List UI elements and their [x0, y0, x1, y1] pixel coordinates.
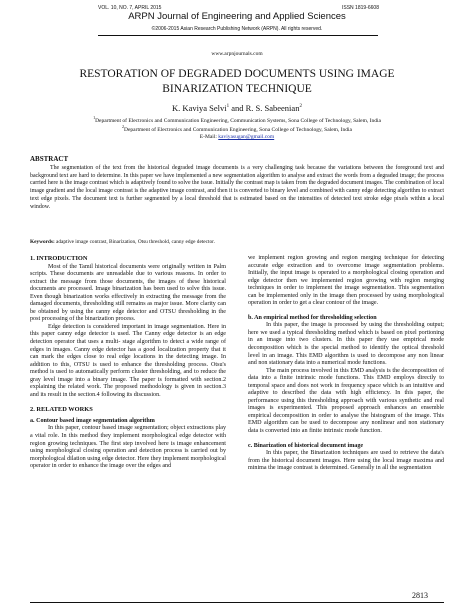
subsection-b-paragraph-1: In this paper, the image is processed by using the thresholding output; here we used a typical thresholding method which is based on pixel portioning in an image into two clusters. In this paper they use empirical mode decomposition which is the special method to identify the optical threshold level in an image. This EMD algorithm is used to decompose any non linear and non stationary data into a numerical mode functions.: [248, 322, 444, 367]
introduction-heading: 1. INTRODUCTION: [30, 255, 88, 262]
affiliation-1: [40, 115, 434, 124]
affiliation-2-text: Department of Electronics and Communication Engineering, Sona College of Technology, Salem, India: [124, 127, 352, 134]
paper-title-line-2: BINARIZATION TECHNIQUE: [162, 82, 312, 95]
keywords-text: adaptive image contrast, Binarization, Otsu threshold, canny edge detector.: [54, 239, 215, 245]
abstract-heading: ABSTRACT: [30, 155, 69, 163]
author-list: [0, 103, 474, 113]
left-column: [30, 255, 226, 471]
page-number: 2813: [412, 591, 428, 600]
introduction-paragraph-2: Edge detection is considered important in image segmentation. Here in this paper canny edge detector is used. The Canny edge detector is an edge detection operator that uses a multi- stage algorithm to detect a wide range of edges in images. Canny edge detector has a good localization property that it can mark the edges close to real edge locations in the detecting image. In addition to this, OTSU is used to enhance the thresholding process. Otsu's method is used to automatically perform cluster thresholding, and to reduce the gray level image into a binary image. The paper is formatted with section.2 explaining the related work. The proposed methodology is given in section.3 and its result in the section.4 following its discussion.: [30, 323, 226, 398]
affiliations: [40, 115, 434, 140]
footer-divider: [30, 602, 444, 603]
author-2: and R. S. Sabeenian: [229, 103, 300, 113]
subsection-a-continued: we implement region growing and region merging technique for detecting accurate edge extraction and to overcome image segmentation problems. Initially, the input image is operated to a morphological closing operation and edge detector then we implemented region growing with region merging techniques in order to implement the image segmentation. This segmentation can be implemented only in the image then processed by using morphological operation in order to get a clear contour of the image.: [248, 255, 444, 307]
affiliation-1-sup: 1: [93, 115, 96, 120]
journal-name: [0, 11, 474, 22]
email-label: E-Mail:: [199, 133, 219, 140]
author-1: K. Kaviya Selvi: [172, 103, 227, 113]
keywords: [30, 239, 444, 245]
subsection-a-heading: a. Contour based image segmentation algorithm: [30, 417, 155, 424]
journal-prefix: ARPN: [128, 11, 158, 22]
journal-title: Journal of Engineering and Applied Sciences: [157, 11, 346, 22]
subsection-b-paragraph-2: The main process involved in this EMD analysis is the decomposition of data into a finite intrinsic mode functions. This EMD employs directly to temporal space and does not work in frequency space which is an intuitive and adaptive to described the data with high efficiency. In this paper, the performance using this thresholding approach with various synthetic and real images is experimented. This proposed approach enhances an ensemble empirical decomposition in order to analyse the histogram of the image. This EMD algorithm can be used to decompose any nonlinear and non stationary data is converted into an finite intrinsic mode function.: [248, 367, 444, 435]
affiliation-1-text: Department of Electronics and Communication Engineering, Communication Systems, Sona College of Technology, Salem, India: [95, 117, 381, 124]
author-2-sup: 2: [299, 104, 302, 110]
paper-title-line-1: RESTORATION OF DEGRADED DOCUMENTS USING IMAGE: [79, 68, 395, 80]
subsection-c-paragraph: In this paper, the Binarization techniques are used to retrieve the data's from the historical document images. Here using the local image maxima and minima the image contrast is determined. Generally in all the segmentation: [248, 450, 444, 472]
journal-url: www.arpnjournals.com: [211, 51, 263, 57]
paper-title: [40, 67, 434, 96]
affiliation-2: [40, 124, 434, 133]
author-1-sup: 1: [226, 104, 230, 110]
keywords-label: Keywords:: [30, 239, 55, 245]
abstract-body: The segmentation of the text from the historical degraded image documents is a very challenging task because the variations between the foreground text and background text are hard to determine. In this paper we have implemented a new segmentation algorithm to analyse and extract the words from a degraded image; the process carried here is the image contrast which is adaptively found to solve the issue. Initially the contrast map is taken from the degraded document images. The combination of local image gradient and the local image contrast is the adaptive image contrast, and then it is converted to binary level and combined with canny edge detecting algorithm to extract text edge pixels. The document text is further segmented by a local threshold that is estimated based on the intensities of detected text stroke edge pixels within a local window.: [30, 165, 444, 210]
email-link[interactable]: kaviyasugan@gmail.com: [218, 133, 275, 140]
related-works-heading: 2. RELATED WORKS: [30, 406, 93, 414]
journal-volume-info: VOL. 10, NO. 7, APRIL 2015: [98, 5, 162, 11]
subsection-a-paragraph: In this paper, contour based image segmentation; object extractions play a vital role. In this method they implement morphological edge detector with region growing techniques. The first step involved here is image enhancement using morphological closing operation and detection process is carried out by morphological dilation using edge detector. Here they implement morphological operator in order to enhance the image over the edges and: [30, 425, 226, 470]
introduction-paragraph-1: Most of the Tamil historical documents were originally written in Palm scripts. These documents are unreadable due to various reasons. In order to extract the message from those documents, the images of these historical documents are processed. Image binarization has been used to solve this issue. Even though binarization works effectively in extracting the message from the damaged documents, thresholding still remains as major issue. More clarity can be obtained by using the canny edge detector and OTSU thresholding in the post processing of the binarization process.: [30, 263, 226, 323]
right-column: [248, 255, 444, 473]
affiliation-2-sup: 2: [122, 124, 125, 130]
issn-label: ISSN 1819-6608: [342, 5, 379, 11]
copyright-line: ©2006-2015 Asian Research Publishing Network (ARPN). All rights reserved.: [151, 26, 323, 32]
subsection-b-heading: b. An empirical method for thresholding selection: [248, 314, 377, 321]
header-divider: [98, 35, 378, 36]
subsection-c-heading: c. Binarization of historical document image: [248, 442, 364, 449]
email-line: [40, 134, 434, 141]
